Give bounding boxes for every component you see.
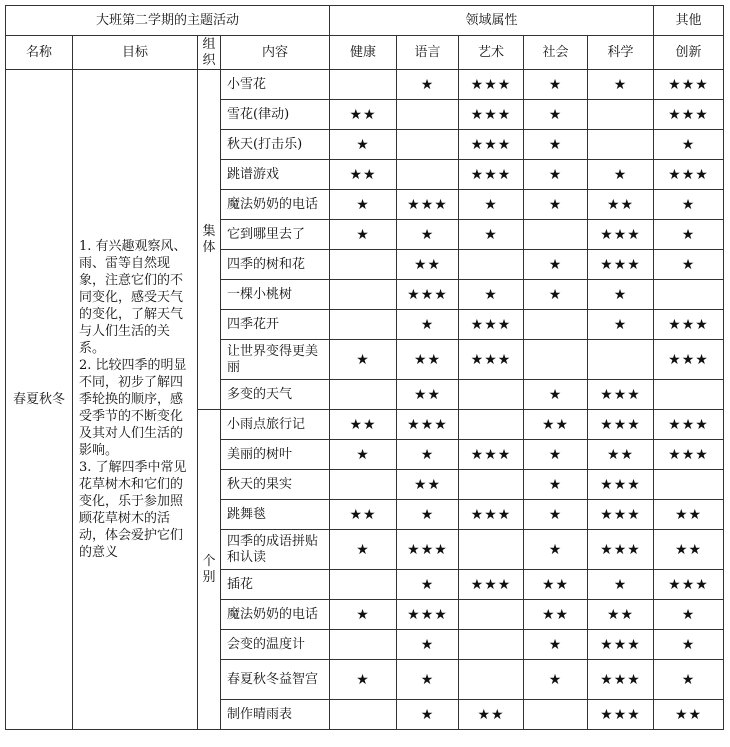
- rating-cell: ★★★: [459, 500, 524, 530]
- activity-content: 一棵小桃树: [221, 280, 330, 310]
- rating-cell: ★★★: [397, 410, 459, 440]
- rating-cell: ★★★: [588, 630, 654, 660]
- rating-cell: ★★: [654, 500, 724, 530]
- rating-cell: ★★: [330, 500, 397, 530]
- activity-content: 美丽的树叶: [221, 440, 330, 470]
- rating-cell: ★★★: [459, 440, 524, 470]
- rating-cell: [459, 630, 524, 660]
- table-title: 大班第二学期的主题活动: [6, 6, 330, 36]
- activity-content: 雪花(律动): [221, 100, 330, 130]
- rating-cell: ★: [397, 440, 459, 470]
- group-collective: [198, 70, 221, 410]
- domain-header: 领域属性: [330, 6, 654, 36]
- rating-cell: ★★★: [654, 100, 724, 130]
- rating-cell: [330, 380, 397, 410]
- col-language: 语言: [397, 36, 459, 70]
- rating-cell: ★: [330, 130, 397, 160]
- rating-cell: ★★: [588, 190, 654, 220]
- rating-cell: [397, 100, 459, 130]
- group-individual: [198, 410, 221, 730]
- rating-cell: ★: [459, 280, 524, 310]
- activity-content: 它到哪里去了: [221, 220, 330, 250]
- activity-content: 春夏秋冬益智宫: [221, 660, 330, 700]
- col-content: 内容: [221, 36, 330, 70]
- col-org: [198, 36, 221, 70]
- rating-cell: ★: [397, 220, 459, 250]
- rating-cell: ★: [588, 310, 654, 340]
- rating-cell: ★: [330, 530, 397, 570]
- rating-cell: ★★★: [588, 470, 654, 500]
- rating-cell: ★★★: [397, 280, 459, 310]
- rating-cell: ★★: [654, 700, 724, 730]
- rating-cell: ★★★: [654, 310, 724, 340]
- rating-cell: ★: [330, 220, 397, 250]
- rating-cell: ★★★: [397, 530, 459, 570]
- rating-cell: ★★: [397, 380, 459, 410]
- rating-cell: ★★★: [588, 530, 654, 570]
- rating-cell: ★: [524, 440, 588, 470]
- rating-cell: ★: [654, 130, 724, 160]
- group-label-char: 集: [202, 223, 216, 239]
- activity-content: 小雨点旅行记: [221, 410, 330, 440]
- rating-cell: ★: [397, 630, 459, 660]
- activity-content: 小雪花: [221, 70, 330, 100]
- rating-cell: [588, 100, 654, 130]
- col-org-label: 组织: [202, 36, 216, 68]
- rating-cell: ★: [524, 160, 588, 190]
- activity-content: 让世界变得更美丽: [221, 340, 330, 380]
- rating-cell: [330, 280, 397, 310]
- rating-cell: ★★★: [588, 220, 654, 250]
- rating-cell: [524, 340, 588, 380]
- rating-cell: ★★★: [459, 100, 524, 130]
- rating-cell: [654, 470, 724, 500]
- rating-cell: [330, 470, 397, 500]
- rating-cell: ★: [397, 660, 459, 700]
- rating-cell: [330, 630, 397, 660]
- activity-content: 插花: [221, 570, 330, 600]
- rating-cell: ★★★: [654, 340, 724, 380]
- theme-name: 春夏秋冬: [6, 70, 73, 730]
- goal-item: 1. 有兴趣观察风、雨、雷等自然现象，注意它们的不同变化，感受天气的变化，了解天气与人们生活的关系。: [79, 239, 187, 356]
- rating-cell: ★: [524, 630, 588, 660]
- rating-cell: ★★★: [654, 410, 724, 440]
- rating-cell: ★★★: [459, 130, 524, 160]
- rating-cell: ★★: [330, 410, 397, 440]
- rating-cell: [330, 250, 397, 280]
- rating-cell: ★: [524, 380, 588, 410]
- rating-cell: ★★: [524, 570, 588, 600]
- rating-cell: ★: [524, 500, 588, 530]
- activity-content: 四季花开: [221, 310, 330, 340]
- rating-cell: ★★★: [654, 440, 724, 470]
- rating-cell: ★★: [588, 600, 654, 630]
- rating-cell: ★★: [654, 530, 724, 570]
- rating-cell: ★★★: [654, 570, 724, 600]
- table-body: [6, 6, 724, 730]
- rating-cell: ★: [397, 70, 459, 100]
- rating-cell: ★: [654, 600, 724, 630]
- rating-cell: [459, 470, 524, 500]
- rating-cell: [588, 130, 654, 160]
- activity-table: [5, 5, 724, 730]
- col-name: 名称: [6, 36, 73, 70]
- rating-cell: ★★★: [588, 250, 654, 280]
- rating-cell: ★★★: [654, 160, 724, 190]
- rating-cell: ★★★: [588, 410, 654, 440]
- rating-cell: ★: [524, 100, 588, 130]
- rating-cell: [459, 660, 524, 700]
- rating-cell: ★: [524, 530, 588, 570]
- table-row: [6, 70, 724, 100]
- goal-item: 2. 比较四季的明显不同，初步了解四季轮换的顺序，感受季节的不断变化及其对人们生活的影响。: [79, 358, 187, 458]
- goal-item: 3. 了解四季中常见花草树木和它们的变化，乐于参加照顾花草树木的活动，体会爱护它们的意义: [79, 460, 187, 560]
- activity-content: 魔法奶奶的电话: [221, 190, 330, 220]
- rating-cell: ★: [459, 220, 524, 250]
- rating-cell: ★: [654, 660, 724, 700]
- rating-cell: ★: [397, 310, 459, 340]
- rating-cell: [330, 700, 397, 730]
- rating-cell: ★★★: [397, 190, 459, 220]
- rating-cell: [330, 310, 397, 340]
- rating-cell: ★: [330, 600, 397, 630]
- rating-cell: [459, 250, 524, 280]
- rating-cell: [654, 280, 724, 310]
- activity-content: 跳舞毯: [221, 500, 330, 530]
- rating-cell: ★: [588, 70, 654, 100]
- rating-cell: ★: [654, 630, 724, 660]
- activity-content: 四季的成语拼贴和认读: [221, 530, 330, 570]
- header-row-columns: [6, 36, 724, 70]
- rating-cell: ★: [524, 280, 588, 310]
- rating-cell: ★: [654, 250, 724, 280]
- group-label-char: 个: [202, 553, 216, 569]
- rating-cell: ★★: [330, 100, 397, 130]
- other-header: 其他: [654, 6, 724, 36]
- theme-goals: [73, 70, 198, 730]
- rating-cell: [397, 160, 459, 190]
- rating-cell: ★: [397, 570, 459, 600]
- activity-content: 多变的天气: [221, 380, 330, 410]
- rating-cell: [459, 530, 524, 570]
- rating-cell: ★★: [397, 470, 459, 500]
- rating-cell: ★: [330, 660, 397, 700]
- rating-cell: ★★: [330, 160, 397, 190]
- rating-cell: ★: [524, 70, 588, 100]
- rating-cell: ★: [524, 250, 588, 280]
- col-health: 健康: [330, 36, 397, 70]
- rating-cell: ★: [459, 190, 524, 220]
- activity-content: 四季的树和花: [221, 250, 330, 280]
- rating-cell: [459, 600, 524, 630]
- rating-cell: ★★★: [588, 700, 654, 730]
- rating-cell: [524, 700, 588, 730]
- rating-cell: ★: [588, 160, 654, 190]
- rating-cell: [397, 130, 459, 160]
- col-society: 社会: [524, 36, 588, 70]
- rating-cell: ★★★: [459, 340, 524, 380]
- rating-cell: ★★★: [397, 600, 459, 630]
- rating-cell: ★: [397, 700, 459, 730]
- rating-cell: ★★★: [459, 70, 524, 100]
- rating-cell: [524, 310, 588, 340]
- rating-cell: ★★★: [459, 160, 524, 190]
- group-label-char: 体: [202, 239, 216, 255]
- header-row-top: [6, 6, 724, 36]
- rating-cell: ★: [330, 190, 397, 220]
- activity-content: 魔法奶奶的电话: [221, 600, 330, 630]
- activity-content: 秋天(打击乐): [221, 130, 330, 160]
- activity-content: 制作晴雨表: [221, 700, 330, 730]
- rating-cell: ★★: [397, 340, 459, 380]
- rating-cell: ★★: [397, 250, 459, 280]
- rating-cell: ★★★: [588, 660, 654, 700]
- rating-cell: [524, 220, 588, 250]
- activity-content: 跳谱游戏: [221, 160, 330, 190]
- rating-cell: ★★★: [459, 310, 524, 340]
- rating-cell: ★: [330, 440, 397, 470]
- rating-cell: ★: [524, 660, 588, 700]
- rating-cell: ★: [654, 220, 724, 250]
- rating-cell: [654, 380, 724, 410]
- group-label-char: 别: [202, 569, 216, 585]
- rating-cell: ★: [330, 340, 397, 380]
- rating-cell: ★: [397, 500, 459, 530]
- rating-cell: ★: [524, 190, 588, 220]
- col-goal: 目标: [73, 36, 198, 70]
- activity-content: 会变的温度计: [221, 630, 330, 660]
- rating-cell: ★: [524, 130, 588, 160]
- rating-cell: ★★: [588, 440, 654, 470]
- rating-cell: [330, 570, 397, 600]
- rating-cell: ★: [524, 470, 588, 500]
- rating-cell: [330, 70, 397, 100]
- rating-cell: ★★★: [588, 380, 654, 410]
- rating-cell: ★: [588, 280, 654, 310]
- rating-cell: ★★★: [588, 500, 654, 530]
- rating-cell: ★★: [524, 600, 588, 630]
- col-science: 科学: [588, 36, 654, 70]
- rating-cell: [459, 410, 524, 440]
- rating-cell: ★★★: [459, 570, 524, 600]
- rating-cell: ★★: [459, 700, 524, 730]
- rating-cell: ★★★: [654, 70, 724, 100]
- rating-cell: ★★: [524, 410, 588, 440]
- col-art: 艺术: [459, 36, 524, 70]
- col-innovation: 创新: [654, 36, 724, 70]
- rating-cell: [459, 380, 524, 410]
- rating-cell: ★: [588, 570, 654, 600]
- rating-cell: ★: [654, 190, 724, 220]
- rating-cell: [588, 340, 654, 380]
- activity-content: 秋天的果实: [221, 470, 330, 500]
